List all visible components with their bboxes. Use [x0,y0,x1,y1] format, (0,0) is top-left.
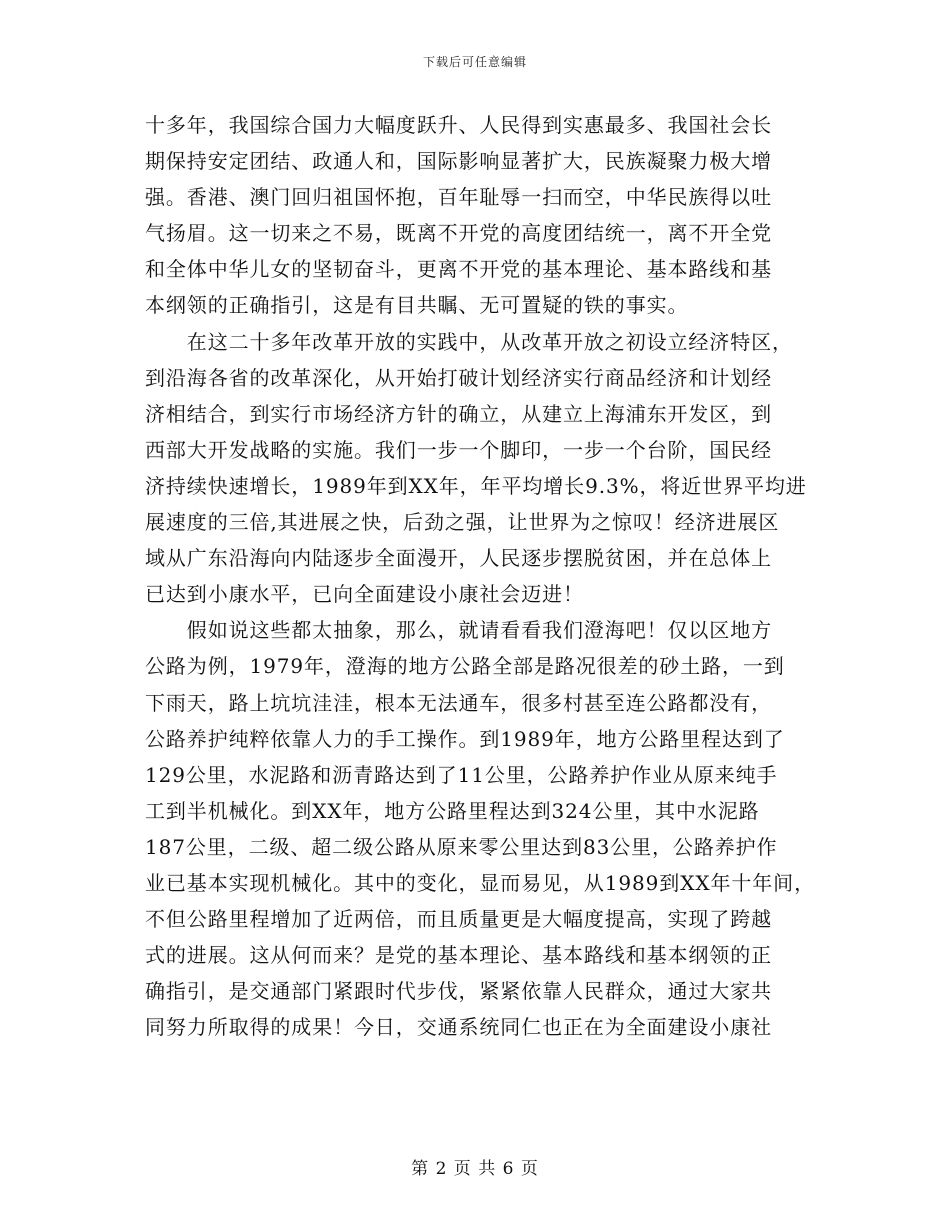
text-line: 十多年，我国综合国力大幅度跃升、人民得到实惠最多、我国社会长 [145,113,772,137]
text-line: 式的进展。这从何而来？是党的基本理论、基本路线和基本纲领的正 [145,943,772,968]
text-line: 和全体中华儿女的坚韧奋斗，更离不开党的基本理论、基本路线和基 [145,257,772,282]
document-body [145,107,825,1045]
text-line: 展速度的三倍,其进展之快，后劲之强，让世界为之惊叹！经济进展区 [145,510,780,535]
text-line: 不但公路里程增加了近两倍，而且质量更是大幅度提高，实现了跨越 [145,907,772,932]
text-line: 本纲领的正确指引，这是有目共瞩、无可置疑的铁的事实。 [145,293,689,318]
text-line: 187公里，二级、超二级公路从原来零公里达到83公里，公路养护作 [145,834,778,859]
text-line: 西部大开发战略的实施。我们一步一个脚印，一步一个台阶，国民经 [145,437,772,462]
text-line: 气扬眉。这一切来之不易，既离不开党的高度团结统一，离不开全党 [145,221,772,246]
page-header: 下载后可任意编辑 [422,55,527,69]
text-line: 公路养护纯粹依靠人力的手工操作。到1989年，地方公路里程达到了 [145,726,785,751]
text-line: 129公里，水泥路和沥青路达到了11公里，公路养护作业从原来纯手 [145,762,778,787]
text-line: 公路为例，1979年，澄海的地方公路全部是路况很差的砂土路，一到 [145,654,785,679]
text-line: 工到半机械化。到XX年，地方公路里程达到324公里，其中水泥路 [145,798,760,823]
text-line: 济持续快速增长，1989年到XX年，年平均增长9.3%，将近世界平均进 [145,473,807,498]
text-line: 济相结合，到实行市场经济方针的确立，从建立上海浦东开发区，到 [145,401,772,426]
text-line: 期保持安定团结、政通人和，国际影响显著扩大，民族凝聚力极大增 [145,149,772,174]
text-line: 已达到小康水平，已向全面建设小康社会迈进！ [145,582,584,607]
text-line: 域从广东沿海向内陆逐步全面漫开，人民逐步摆脱贫困，并在总体上 [145,546,772,571]
text-line: 业已基本实现机械化。其中的变化，显而易见，从1989到XX年十年间， [145,870,815,895]
text-line: 假如说这些都太抽象，那么，就请看看我们澄海吧！仅以区地方 [145,618,772,643]
page-footer: 第 2 页 共 6 页 [411,1159,539,1179]
text-line: 确指引，是交通部门紧跟时代步伐，紧紧依靠人民群众，通过大家共 [145,979,772,1004]
text-line: 下雨天，路上坑坑洼洼，根本无法通车，很多村甚至连公路都没有， [145,690,772,715]
text-line: 强。香港、澳门回归祖国怀抱，百年耻辱一扫而空，中华民族得以吐 [145,185,772,210]
text-line: 同努力所取得的成果！今日，交通系统同仁也正在为全面建设小康社 [145,1015,772,1040]
text-line: 在这二十多年改革开放的实践中，从改革开放之初设立经济特区， [145,329,793,354]
text-line: 到沿海各省的改革深化，从开始打破计划经济实行商品经济和计划经 [145,365,772,390]
